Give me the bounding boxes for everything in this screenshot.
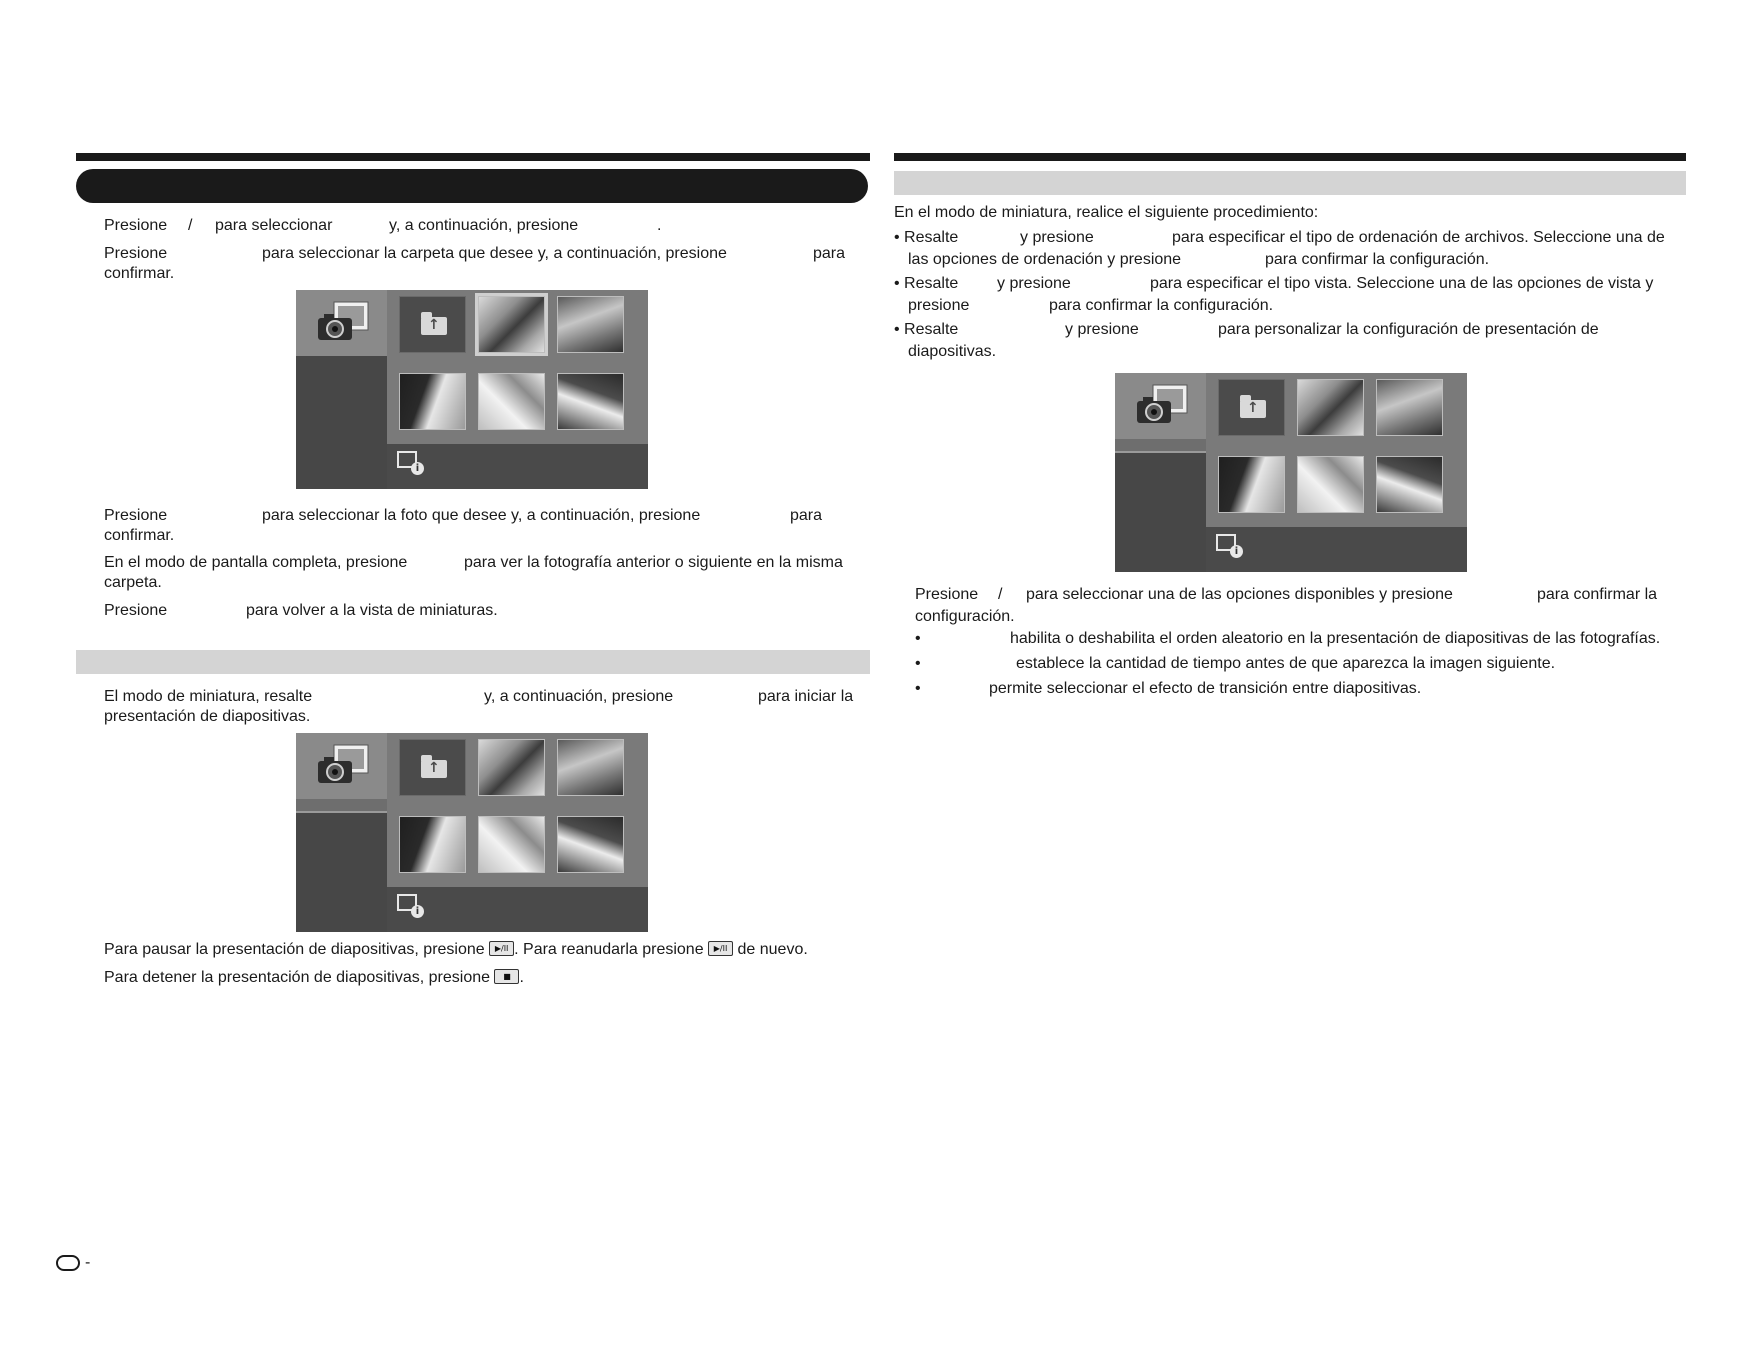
step-1-select: para seleccionar — [215, 217, 333, 234]
thumbnail-grid — [387, 290, 648, 444]
step-6-presentation: presentación de diapositivas. — [104, 708, 311, 725]
bullet-1-presione: y presione — [1020, 229, 1094, 246]
bullet-2-presione: y presione — [997, 275, 1071, 292]
left-top-rule — [76, 153, 870, 161]
step-3-presione: Presione — [104, 507, 168, 524]
photo-thumb-5[interactable] — [1376, 456, 1443, 513]
option-2-bullet: • — [915, 655, 921, 672]
step-6-start: para iniciar la — [758, 688, 854, 705]
step-1-presione: Presione — [104, 217, 168, 234]
photo-thumb-2[interactable] — [1376, 379, 1443, 436]
option-1-text: habilita o deshabilita el orden aleatorio en la presentación de diapositivas de las fotografías. — [1010, 630, 1661, 647]
info-footer — [387, 887, 648, 932]
option-3-text: permite seleccionar el efecto de transición entre diapositivas. — [989, 680, 1422, 697]
thumbnail-screen-slideshow — [296, 733, 648, 932]
left-subsection-header-bar — [76, 650, 870, 674]
right-subsection-header-bar — [894, 171, 1686, 195]
photo-thumb-2[interactable] — [557, 296, 624, 353]
option-2-text: establece la cantidad de tiempo antes de que aparezca la imagen siguiente. — [1016, 655, 1556, 672]
info-footer — [387, 444, 648, 489]
right-step-presione: Presione — [915, 586, 979, 603]
stop-period: . — [519, 969, 524, 986]
step-4-text: En el modo de pantalla completa, presione — [104, 554, 408, 571]
right-intro: En el modo de miniatura, realice el siguiente procedimiento: — [894, 204, 1319, 221]
bullet-2-resalte: • Resalte — [894, 275, 959, 292]
bullet-1-text: para especificar el tipo de ordenación de archivos. Seleccione una de — [1172, 229, 1665, 246]
parent-folder-thumb[interactable] — [399, 739, 466, 796]
parent-folder-thumb[interactable] — [399, 296, 466, 353]
stop-text: Para detener la presentación de diapositivas, presione — [104, 969, 491, 986]
bullet-1-resalte: • Resalte — [894, 229, 959, 246]
photo-thumb-1[interactable] — [478, 739, 545, 796]
photo-thumb-5[interactable] — [557, 816, 624, 873]
step-3-para: para — [790, 507, 823, 524]
camera-photo-icon — [314, 743, 370, 789]
step-2-text: para seleccionar la carpeta que desee y, a continuación, presione — [262, 245, 727, 262]
right-top-rule — [894, 153, 1686, 161]
step-3-confirmar: confirmar. — [104, 527, 175, 544]
left-section-header-bar — [76, 169, 868, 203]
thumbnail-screen-folder — [296, 290, 648, 489]
right-step-configuracion: configuración. — [915, 608, 1015, 625]
folder-up-icon — [421, 760, 447, 778]
info-icon: i — [397, 451, 417, 468]
photo-thumb-1[interactable] — [478, 296, 545, 353]
option-3-bullet: • — [915, 680, 921, 697]
folder-up-icon — [1240, 400, 1266, 418]
page-language-oval — [56, 1255, 80, 1271]
bullet-3-text: para personalizar la configuración de presentación de — [1218, 321, 1599, 338]
step-6-continue: y, a continuación, presione — [484, 688, 674, 705]
thumbnail-grid — [1206, 373, 1467, 527]
photo-thumb-1[interactable] — [1297, 379, 1364, 436]
stop-instruction — [104, 968, 524, 987]
photo-thumb-4[interactable] — [478, 373, 545, 430]
photo-thumb-5[interactable] — [557, 373, 624, 430]
camera-photo-icon — [314, 300, 370, 346]
photo-mode-tile — [296, 733, 387, 799]
step-2-para: para — [813, 245, 846, 262]
play-pause-button-icon: ▶/II — [708, 941, 733, 956]
bullet-1-confirm: para confirmar la configuración. — [1265, 251, 1490, 268]
bullet-2-confirm: para confirmar la configuración. — [1049, 297, 1274, 314]
photo-thumb-2[interactable] — [557, 739, 624, 796]
bullet-3-presione: y presione — [1065, 321, 1139, 338]
camera-photo-icon — [1133, 383, 1189, 429]
options-menu-highlight[interactable] — [1115, 439, 1206, 453]
bullet-3-line2: diapositivas. — [908, 343, 997, 360]
bullet-3-resalte: • Resalte — [894, 321, 959, 338]
step-1-slash: / — [188, 217, 193, 234]
step-3-text: para seleccionar la foto que desee y, a continuación, presione — [262, 507, 701, 524]
slideshow-menu-highlight[interactable] — [296, 799, 387, 813]
right-step-slash: / — [998, 586, 1003, 603]
option-1-bullet: • — [915, 630, 921, 647]
bullet-1-line2: las opciones de ordenación y presione — [908, 251, 1182, 268]
photo-thumb-3[interactable] — [1218, 456, 1285, 513]
photo-thumb-4[interactable] — [1297, 456, 1364, 513]
pause-instruction — [104, 940, 808, 959]
photo-thumb-3[interactable] — [399, 816, 466, 873]
step-5-text: para volver a la vista de miniaturas. — [246, 602, 498, 619]
photo-thumb-4[interactable] — [478, 816, 545, 873]
thumbnail-screen-options — [1115, 373, 1467, 572]
resume-text: . Para reanudarla presione — [514, 941, 704, 958]
right-step-confirm: para confirmar la — [1537, 586, 1658, 603]
step-5-presione: Presione — [104, 602, 168, 619]
info-icon: i — [1216, 534, 1236, 551]
bullet-2-text: para especificar el tipo vista. Seleccione una de las opciones de vista y — [1150, 275, 1654, 292]
stop-button-icon: ■ — [494, 969, 519, 984]
photo-mode-tile — [1115, 373, 1206, 439]
photo-mode-tile — [296, 290, 387, 356]
step-6-text: El modo de miniatura, resalte — [104, 688, 313, 705]
page-dash: - — [85, 1254, 91, 1271]
step-4-carpeta: carpeta. — [104, 574, 162, 591]
right-step-text: para seleccionar una de las opciones disponibles y presione — [1026, 586, 1453, 603]
step-2-presione: Presione — [104, 245, 168, 262]
again-text: de nuevo. — [737, 941, 808, 958]
info-icon: i — [397, 894, 417, 911]
photo-thumb-3[interactable] — [399, 373, 466, 430]
info-footer — [1206, 527, 1467, 572]
step-1-period: . — [657, 217, 662, 234]
step-4-text-b: para ver la fotografía anterior o siguiente en la misma — [464, 554, 843, 571]
thumbnail-grid — [387, 733, 648, 887]
step-2-confirmar: confirmar. — [104, 265, 175, 282]
pause-text: Para pausar la presentación de diapositivas, presione — [104, 941, 485, 958]
folder-up-icon — [421, 317, 447, 335]
bullet-2-line2: presione — [908, 297, 970, 314]
step-1-continue: y, a continuación, presione — [389, 217, 579, 234]
play-pause-button-icon: ▶/II — [489, 941, 514, 956]
parent-folder-thumb[interactable] — [1218, 379, 1285, 436]
